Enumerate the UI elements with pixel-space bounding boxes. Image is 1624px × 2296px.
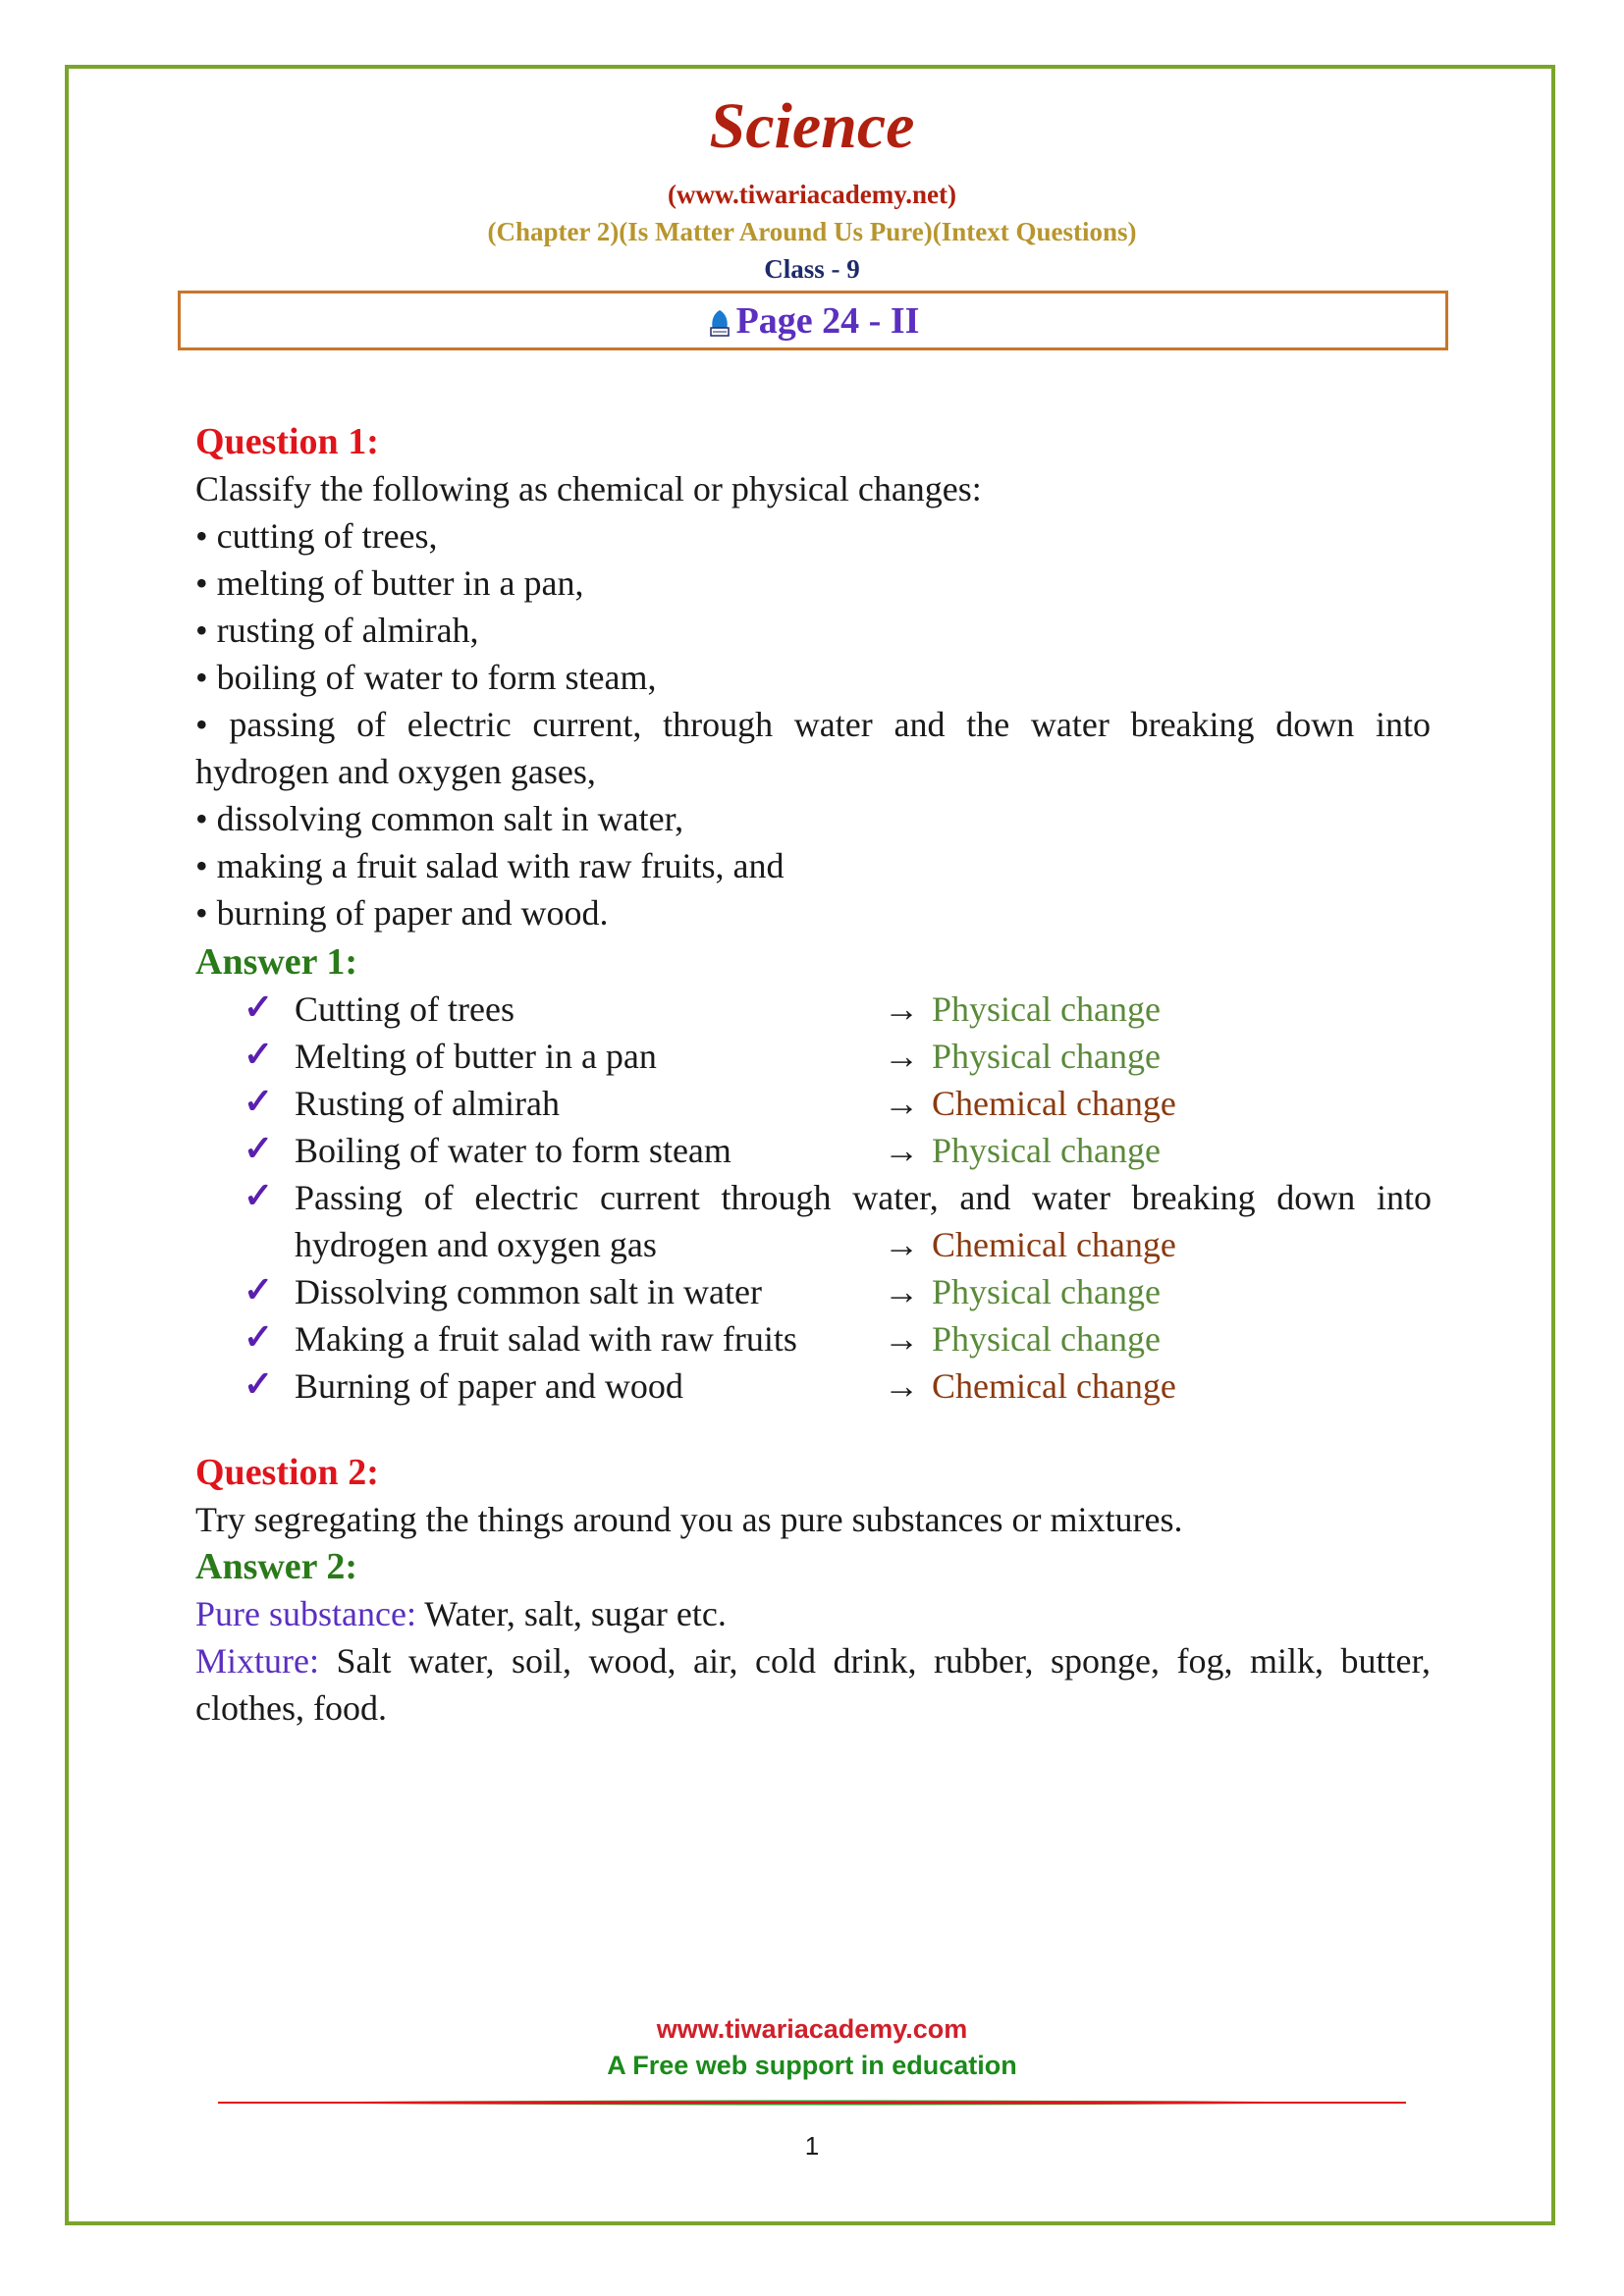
- answer-result: Physical change: [932, 1131, 1161, 1170]
- answer-1-heading: Answer 1:: [195, 941, 358, 983]
- mixture-continuation: clothes, food.: [195, 1688, 387, 1728]
- answer-result: Chemical change: [932, 1225, 1176, 1264]
- answer-item: Making a fruit salad with raw fruits: [295, 1319, 797, 1359]
- q1-bullet: • burning of paper and wood.: [195, 893, 609, 933]
- pure-substance-line: [195, 1590, 1431, 1637]
- question-1-intro: Classify the following as chemical or physical changes:: [195, 469, 982, 508]
- answer-result: Physical change: [932, 1319, 1161, 1359]
- check-icon: ✓: [244, 988, 274, 1027]
- page-number: 1: [804, 2131, 820, 2161]
- check-icon: ✓: [244, 1364, 274, 1404]
- answer-item: Boiling of water to form steam: [295, 1131, 731, 1170]
- check-icon: ✓: [244, 1129, 274, 1168]
- answer-item: hydrogen and oxygen gas: [295, 1225, 657, 1264]
- arrow-icon: →: [884, 1319, 919, 1359]
- arrow-icon: →: [884, 1272, 919, 1311]
- check-icon: ✓: [244, 1176, 274, 1215]
- class-line: Class - 9: [764, 254, 860, 284]
- answer-result: Chemical change: [932, 1084, 1176, 1123]
- answer-result: Physical change: [932, 1272, 1161, 1311]
- answer-row: [244, 1268, 1432, 1315]
- check-icon: ✓: [244, 1270, 274, 1309]
- question-2-text: Try segregating the things around you as pure substances or mixtures.: [195, 1500, 1183, 1539]
- answer-result: Physical change: [932, 1037, 1161, 1076]
- pure-substance-label: Pure substance:: [195, 1594, 416, 1633]
- q1-bullet: • making a fruit salad with raw fruits, and: [195, 846, 785, 885]
- footer-tagline: A Free web support in education: [607, 2051, 1017, 2080]
- answer-row: [244, 1033, 1432, 1080]
- answer-row: [244, 1315, 1432, 1362]
- check-icon: ✓: [244, 1035, 274, 1074]
- mixture-label: Mixture:: [195, 1641, 319, 1681]
- question-2-heading: Question 2:: [195, 1452, 379, 1493]
- answer-result: Chemical change: [932, 1366, 1176, 1406]
- chapter-line: (Chapter 2)(Is Matter Around Us Pure)(Intext Questions): [487, 217, 1137, 246]
- q1-bullet: • melting of butter in a pan,: [195, 563, 584, 603]
- answer-item: Dissolving common salt in water: [295, 1272, 762, 1311]
- answer-item: Melting of butter in a pan: [295, 1037, 657, 1076]
- answer-row-continuation: [244, 1221, 1432, 1268]
- q1-bullet: • rusting of almirah,: [195, 611, 479, 650]
- page-title: Science: [709, 90, 915, 162]
- page-label-box: [178, 291, 1448, 350]
- footer-divider: [218, 2099, 1406, 2107]
- answer-row: [244, 986, 1432, 1033]
- answer-result: Physical change: [932, 989, 1161, 1029]
- arrow-icon: →: [884, 1037, 919, 1076]
- arrow-icon: →: [884, 1084, 919, 1123]
- q1-bullet: • boiling of water to form steam,: [195, 658, 657, 697]
- mixture-text: Salt water, soil, wood, air, cold drink, rubber, sponge, fog, milk, butter,: [318, 1641, 1431, 1681]
- arrow-icon: →: [884, 1131, 919, 1170]
- q1-bullet: • cutting of trees,: [195, 516, 438, 556]
- q1-bullet: • dissolving common salt in water,: [195, 799, 684, 838]
- pure-substance-text: Water, salt, sugar etc.: [415, 1594, 727, 1633]
- tiwari-logo-icon: [707, 308, 732, 338]
- answer-item: Rusting of almirah: [295, 1084, 560, 1123]
- q1-bullet-continuation: hydrogen and oxygen gases,: [195, 752, 596, 791]
- answer-row: [244, 1174, 1432, 1221]
- answer-item: Burning of paper and wood: [295, 1366, 683, 1406]
- answer-row: [244, 1362, 1432, 1410]
- mixture-line: [195, 1637, 1431, 1684]
- header-url: (www.tiwariacademy.net): [668, 180, 956, 209]
- check-icon: ✓: [244, 1082, 274, 1121]
- page-label: Page 24 - II: [735, 299, 920, 342]
- answer-row: [244, 1080, 1432, 1127]
- answer-item: Cutting of trees: [295, 989, 514, 1029]
- arrow-icon: →: [884, 989, 919, 1029]
- arrow-icon: →: [884, 1225, 919, 1264]
- question-1-heading: Question 1:: [195, 421, 379, 462]
- footer-url: www.tiwariacademy.com: [656, 2014, 968, 2044]
- arrow-icon: →: [884, 1366, 919, 1406]
- answer-2-heading: Answer 2:: [195, 1546, 358, 1587]
- answer-row: [244, 1127, 1432, 1174]
- check-icon: ✓: [244, 1317, 274, 1357]
- q1-bullet: • passing of electric current, through water and the water breaking down into: [195, 705, 1431, 744]
- answer-item-line1: Passing of electric current through water, and water breaking down into: [295, 1178, 1432, 1217]
